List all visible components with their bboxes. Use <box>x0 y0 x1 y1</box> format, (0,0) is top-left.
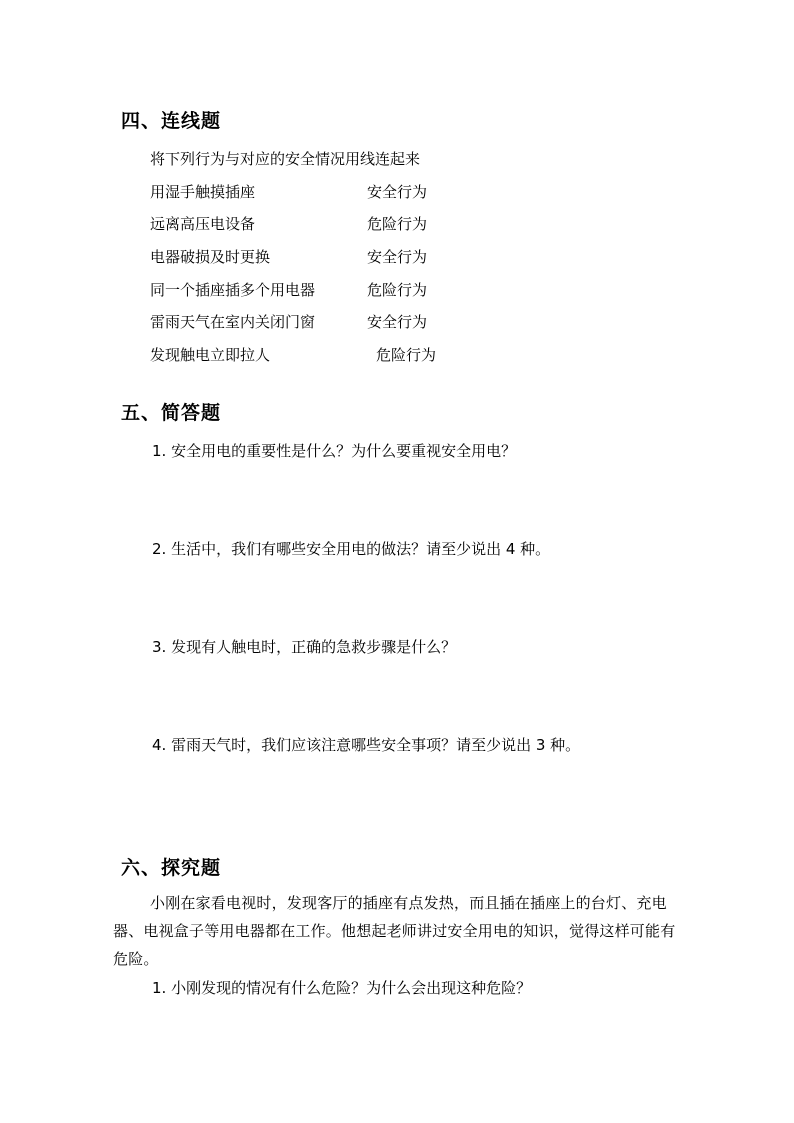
matching-right-item: 危险行为 <box>367 281 428 299</box>
section-5-title: 五、简答题 <box>121 402 222 424</box>
section-4-title: 四、连线题 <box>121 110 222 132</box>
matching-left-item: 电器破损及时更换 <box>150 248 271 266</box>
short-answer-question-3: 3. 发现有人触电时，正确的急救步骤是什么？ <box>152 638 457 656</box>
section-6-title: 六、探究题 <box>121 857 222 879</box>
matching-right-item: 危险行为 <box>376 346 437 364</box>
short-answer-question-1: 1. 安全用电的重要性是什么？为什么要重视安全用电？ <box>152 442 517 460</box>
matching-right-item: 安全行为 <box>367 183 428 201</box>
matching-right-item: 危险行为 <box>367 215 428 233</box>
inquiry-question-1: 1. 小刚发现的情况有什么危险？为什么会出现这种危险？ <box>152 979 532 997</box>
matching-right-item: 安全行为 <box>367 313 428 331</box>
matching-left-item: 雷雨天气在室内关闭门窗 <box>150 313 316 331</box>
inquiry-passage: 小刚在家看电视时，发现客厅的插座有点发热，而且插在插座上的台灯、充电器、电视盒子等用电器都在工作。他想起老师讲过安全用电的知识，觉得这样可能有危险。 <box>113 894 676 968</box>
matching-left-item: 同一个插座插多个用电器 <box>150 281 316 299</box>
matching-left-item: 远离高压电设备 <box>150 215 256 233</box>
matching-left-item: 发现触电立即拉人 <box>150 346 271 364</box>
matching-right-item: 安全行为 <box>367 248 428 266</box>
matching-left-item: 用湿手触摸插座 <box>150 183 256 201</box>
short-answer-question-4: 4. 雷雨天气时，我们应该注意哪些安全事项？请至少说出 3 种。 <box>152 736 581 754</box>
matching-instruction: 将下列行为与对应的安全情况用线连起来 <box>150 150 421 168</box>
short-answer-question-2: 2. 生活中，我们有哪些安全用电的做法？请至少说出 4 种。 <box>152 540 551 558</box>
